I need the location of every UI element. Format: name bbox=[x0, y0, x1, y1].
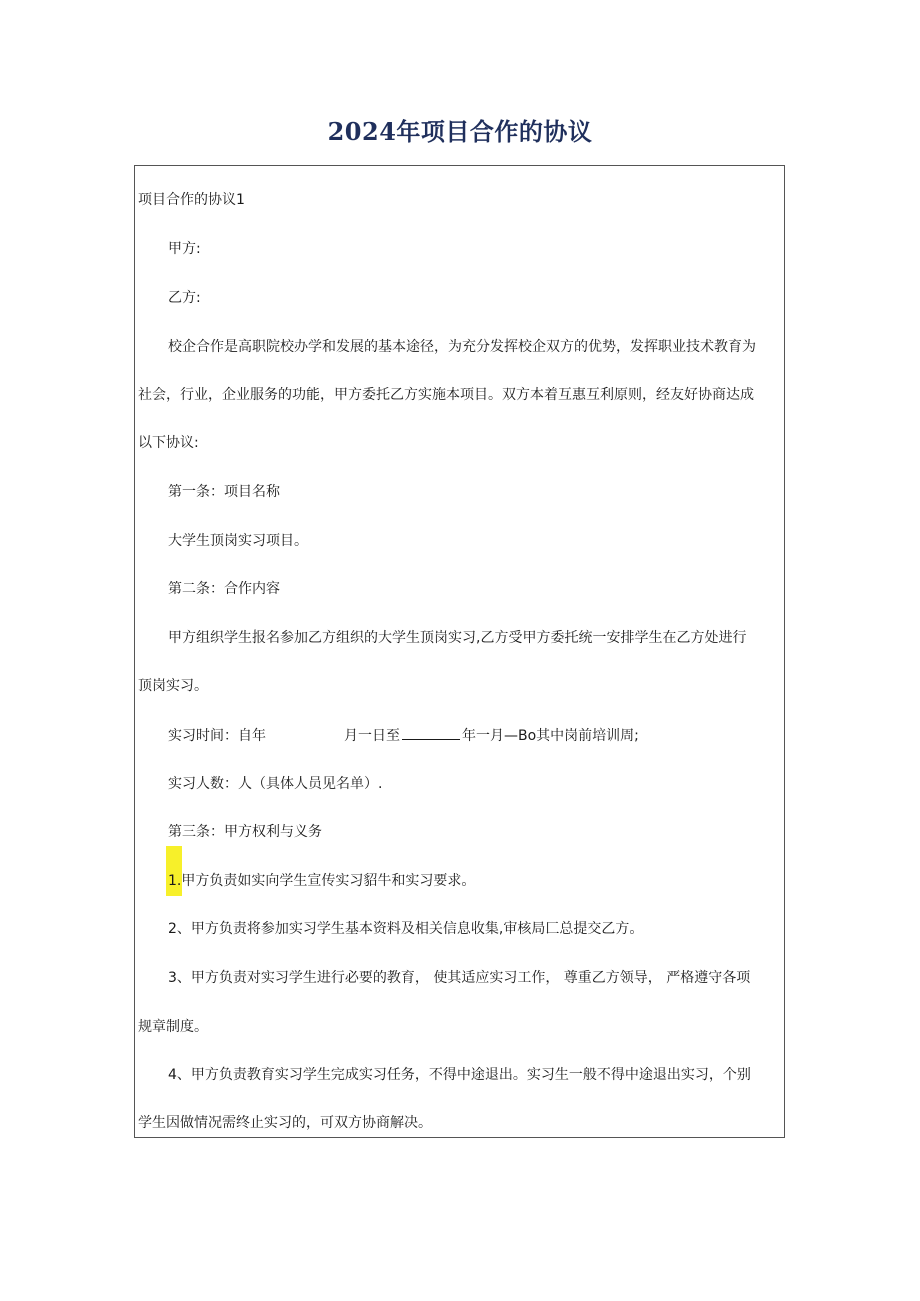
item-4-line-1: 4、甲方负责教育实习学生完成实习任务，不得中途退出。实习生一般不得中途退出实习，个别 bbox=[168, 1067, 751, 1083]
article-3-title: 第三条：甲方权利与义务 bbox=[168, 824, 322, 840]
intro-line-1: 校企合作是高职院校办学和发展的基本途径，为充分发挥校企双方的优势，发挥职业技术教育为 bbox=[168, 339, 756, 355]
article-2-line-2: 顶岗实习。 bbox=[138, 678, 208, 694]
item-2-line: 2、甲方负责将参加实习学生基本资料及相关信息收集,审核局匚总提交乙方。 bbox=[168, 921, 644, 937]
content-frame bbox=[134, 165, 785, 1138]
item-1-text: 甲方负责如实向学生宣传实习貂牛和实习要求。 bbox=[181, 873, 476, 889]
item-1-number: 1. bbox=[168, 873, 182, 889]
document-title: 2024年项目合作的协议 bbox=[327, 117, 593, 146]
intro-line-3: 以下协议: bbox=[138, 435, 199, 451]
time-part-a: 实习时间：自年 bbox=[168, 728, 266, 744]
party-a-line: 甲方: bbox=[168, 241, 201, 257]
article-1-title: 第一条：项目名称 bbox=[168, 484, 280, 500]
article-1-body: 大学生顶岗实习项目。 bbox=[168, 533, 308, 549]
article-2-title: 第二条：合作内容 bbox=[168, 581, 280, 597]
party-b-line: 乙方: bbox=[168, 290, 201, 306]
item-3-line-2: 规章制度。 bbox=[138, 1019, 208, 1035]
intro-line-2: 社会，行业，企业服务的功能，甲方委托乙方实施本项目。双方本着互惠互利原则，经友好协商达成 bbox=[138, 387, 754, 403]
article-2-line-1: 甲方组织学生报名参加乙方组织的大学生顶岗实习,乙方受甲方委托统一安排学生在乙方处进行 bbox=[168, 630, 747, 646]
internship-count-line: 实习人数：人（具体人员见名单）. bbox=[168, 776, 383, 792]
item-1-line bbox=[168, 871, 475, 891]
internship-time-line bbox=[168, 725, 639, 746]
item-4-line-2: 学生因做情况需终止实习的，可双方协商解决。 bbox=[138, 1115, 432, 1131]
time-blank bbox=[402, 725, 460, 740]
time-part-c: 年一月—Bo其中岗前培训周; bbox=[462, 728, 639, 744]
section-heading: 项目合作的协议1 bbox=[138, 192, 245, 208]
item-3-line-1: 3、甲方负责对实习学生进行必要的教育， 使其适应实习工作， 尊重乙方领导， 严格遵守各项 bbox=[168, 970, 751, 986]
time-part-b: 月一日至 bbox=[344, 728, 400, 744]
